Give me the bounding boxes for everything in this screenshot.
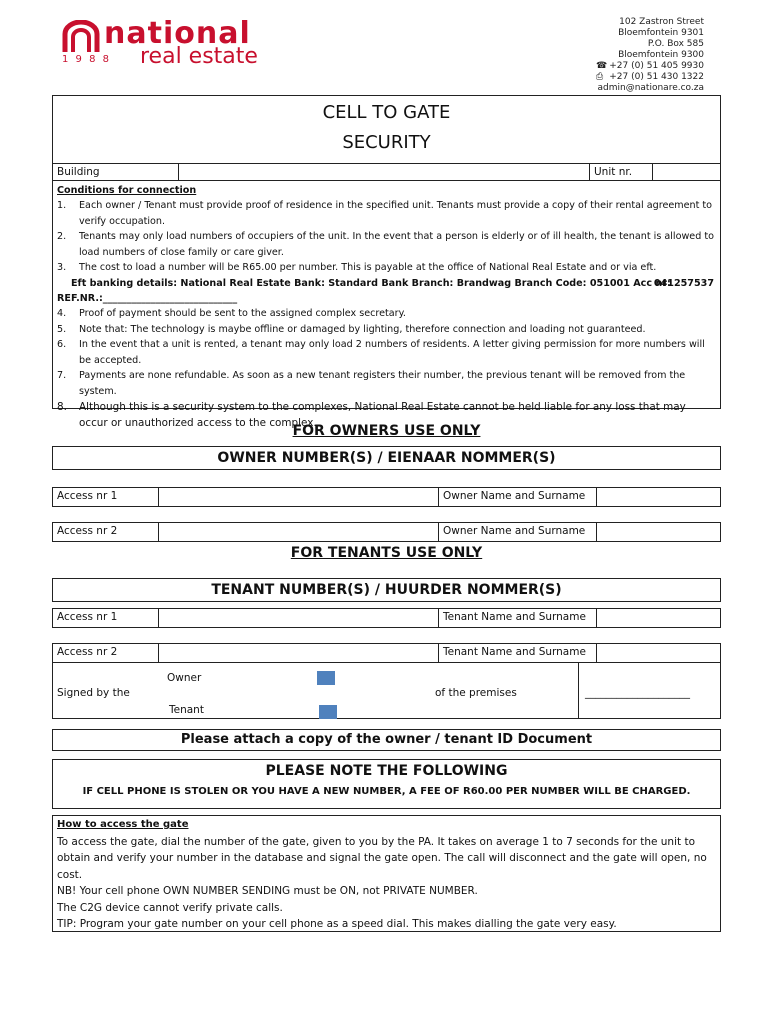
page-title-line1: CELL TO GATE bbox=[322, 102, 451, 123]
condition-text: Payments are none refundable. As soon as a new tenant registers their number, the previous tenant will be removed from the system. bbox=[79, 370, 686, 397]
logo-subtitle: real estate bbox=[140, 44, 258, 69]
owners-subheading: OWNER NUMBER(S) / EIENAAR NOMMER(S) bbox=[217, 450, 556, 466]
condition-text: Although this is a security system to the complexes, National Real Estate cannot be held liable for any loss that may occur or unauthorized access to the complex. bbox=[79, 401, 686, 429]
condition-text: The cost to load a number will be R65.00 per number. This is payable at the office of National Real Estate and or via eft. bbox=[79, 262, 657, 273]
condition-item bbox=[57, 306, 716, 322]
access-label: Access nr 2 bbox=[57, 525, 118, 537]
access-tip: TIP: Program your gate number on your cell phone as a speed dial. This makes dialling the gate very easy. bbox=[57, 918, 617, 930]
condition-number: 6. bbox=[57, 339, 67, 350]
phone-line bbox=[560, 61, 704, 72]
condition-number: 2. bbox=[57, 231, 67, 242]
condition-number: 5. bbox=[57, 323, 67, 335]
condition-item bbox=[57, 260, 716, 276]
ref-number: REF.NR.:____________________________ bbox=[57, 293, 238, 304]
logo-name: national bbox=[104, 16, 251, 51]
owners-heading: FOR OWNERS USE ONLY bbox=[292, 423, 481, 439]
name-label: Owner Name and Surname bbox=[443, 490, 586, 502]
fax-icon: ⎙ bbox=[596, 72, 604, 82]
tenant-option-label: Tenant bbox=[169, 704, 204, 716]
fax-line bbox=[560, 72, 704, 83]
address-line: 102 Zastron Street bbox=[619, 17, 704, 27]
condition-number: 4. bbox=[57, 308, 67, 319]
condition-text: Tenants may only load numbers of occupiers of the unit. In the event that a person is elderly or of ill health, the tenant is allowed to load numbers of close family or care giver. bbox=[79, 231, 714, 258]
building-label: Building bbox=[57, 166, 100, 178]
owner-name-1-field[interactable] bbox=[597, 488, 720, 506]
signature-row bbox=[52, 663, 721, 719]
owner-access-2-field[interactable] bbox=[159, 523, 438, 541]
attach-notice: Please attach a copy of the owner / tenant ID Document bbox=[180, 732, 593, 747]
phone-icon: ☎ bbox=[596, 61, 608, 71]
page-title-line2: SECURITY bbox=[342, 132, 431, 153]
unit-label: Unit nr. bbox=[594, 166, 633, 178]
signature-line[interactable]: ____________________ bbox=[585, 687, 690, 699]
note-title: PLEASE NOTE THE FOLLOWING bbox=[265, 763, 508, 779]
phone-number: +27 (0) 51 405 9930 bbox=[609, 61, 704, 71]
access-box bbox=[52, 815, 721, 932]
owner-access-1-field[interactable] bbox=[159, 488, 438, 506]
conditions-title: Conditions for connection bbox=[57, 185, 197, 196]
condition-text: Proof of payment should be sent to the assigned complex secretary. bbox=[79, 308, 406, 319]
address-line: P.O. Box 585 bbox=[647, 39, 704, 49]
owner-checkbox[interactable] bbox=[317, 671, 335, 685]
access-c2g: The C2G device cannot verify private calls. bbox=[57, 901, 283, 914]
logo bbox=[62, 18, 332, 70]
note-box bbox=[52, 759, 721, 809]
tenants-heading: FOR TENANTS USE ONLY bbox=[290, 545, 483, 561]
name-label: Tenant Name and Surname bbox=[443, 646, 586, 658]
building-row bbox=[52, 163, 721, 181]
condition-number: 7. bbox=[57, 370, 67, 381]
fax-number: +27 (0) 51 430 1322 bbox=[609, 72, 704, 82]
owner-row-2 bbox=[52, 522, 721, 542]
eft-account: 041257537 bbox=[653, 277, 714, 289]
tenant-row-2 bbox=[52, 643, 721, 663]
condition-item bbox=[57, 322, 716, 338]
address-line: Bloemfontein 9301 bbox=[618, 28, 704, 38]
condition-item bbox=[57, 337, 716, 368]
condition-number: 8. bbox=[57, 401, 67, 413]
owner-option-label: Owner bbox=[167, 672, 202, 684]
condition-item bbox=[57, 229, 716, 260]
eft-details: Eft banking details: National Real Estate Bank: Standard Bank Branch: Brandwag Branch Code: 051001 Acc nr: bbox=[71, 277, 671, 289]
title-box bbox=[52, 95, 721, 163]
condition-number: 1. bbox=[57, 200, 67, 211]
access-label: Access nr 1 bbox=[57, 490, 118, 502]
access-instructions: To access the gate, dial the number of the gate, given to you by the PA. It takes on average 1 to 7 seconds for the unit to obtain and verify your number in the database and signal the gate open. The call will disconnect and the gate will open, no cost. bbox=[57, 835, 707, 881]
tenant-name-1-field[interactable] bbox=[597, 609, 720, 627]
tenant-access-1-field[interactable] bbox=[159, 609, 438, 627]
premises-label: of the premises bbox=[435, 687, 517, 699]
conditions-box bbox=[52, 181, 721, 429]
condition-text: In the event that a unit is rented, a tenant may only load 2 numbers of residents. A letter giving permission for more numbers will be accepted. bbox=[79, 339, 705, 366]
access-label: Access nr 1 bbox=[57, 611, 118, 623]
name-label: Owner Name and Surname bbox=[443, 525, 586, 537]
logo-emblem-icon bbox=[62, 20, 100, 54]
attach-notice-box bbox=[52, 729, 721, 751]
tenants-subheading-box bbox=[52, 578, 721, 602]
condition-text: Each owner / Tenant must provide proof of residence in the specified unit. Tenants must provide a copy of their rental agreement to verify occupation. bbox=[79, 200, 713, 227]
building-field[interactable] bbox=[179, 164, 589, 180]
name-label: Tenant Name and Surname bbox=[443, 611, 586, 623]
access-nb: NB! Your cell phone OWN NUMBER SENDING must be ON, not PRIVATE NUMBER. bbox=[57, 885, 478, 897]
note-text: IF CELL PHONE IS STOLEN OR YOU HAVE A NEW NUMBER, A FEE OF R60.00 PER NUMBER WILL BE CHARGED. bbox=[82, 786, 691, 797]
condition-text: Note that: The technology is maybe offline or damaged by lighting, therefore connection and loading not guaranteed. bbox=[79, 323, 646, 335]
owners-subheading-box bbox=[52, 446, 721, 470]
condition-item bbox=[57, 198, 716, 229]
tenant-name-2-field[interactable] bbox=[597, 644, 720, 662]
condition-number: 3. bbox=[57, 262, 67, 273]
tenant-access-2-field[interactable] bbox=[159, 644, 438, 662]
tenant-row-1 bbox=[52, 608, 721, 628]
email[interactable]: admin@nationare.co.za bbox=[597, 83, 704, 93]
tenants-subheading: TENANT NUMBER(S) / HUURDER NOMMER(S) bbox=[211, 582, 562, 598]
contact-block bbox=[560, 17, 704, 94]
tenant-checkbox[interactable] bbox=[319, 705, 337, 719]
owner-row-1 bbox=[52, 487, 721, 507]
owner-name-2-field[interactable] bbox=[597, 523, 720, 541]
condition-item bbox=[57, 368, 716, 399]
signed-by-label: Signed by the bbox=[57, 687, 130, 699]
eft-details-row bbox=[57, 276, 716, 292]
address-line: Bloemfontein 9300 bbox=[618, 50, 704, 60]
access-title: How to access the gate bbox=[57, 819, 189, 830]
logo-year: 1 9 8 8 bbox=[62, 54, 111, 65]
access-label: Access nr 2 bbox=[57, 646, 118, 658]
unit-field[interactable] bbox=[653, 164, 720, 180]
